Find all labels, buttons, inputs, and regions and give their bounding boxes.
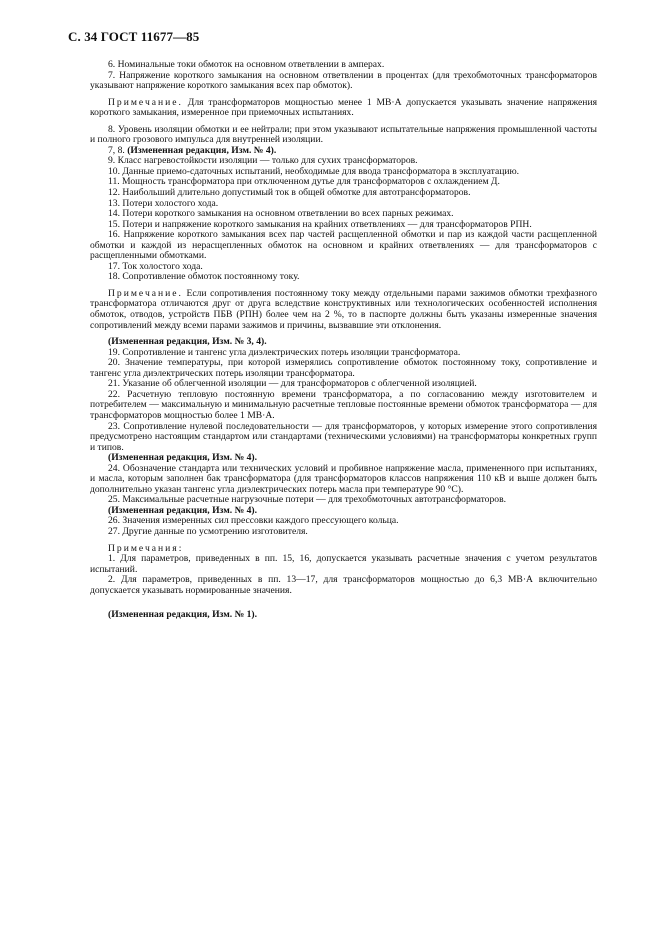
item-23: 23. Сопротивление нулевой последовательности — для трансформаторов, у которых измерение этого сопротивления предусмотрено настоящим стандартом или стандартами (техническими условиями) на трансформаторы конкретных групп и типов.	[90, 420, 597, 453]
note-1-text: Для трансформаторов мощностью менее 1 МВ·А допускается указывать значение напряжения короткого замыкания, измеренное при приемочных испытаниях.	[90, 96, 597, 119]
revision-7-8-text: (Измененная редакция, Изм. № 4).	[124, 144, 277, 156]
item-14: 14. Потери короткого замыкания на основном ответвлении во всех парных режимах.	[108, 208, 454, 220]
revision-4-b: (Измененная редакция, Изм. № 4).	[108, 504, 258, 516]
document-body	[90, 60, 597, 621]
item-17: 17. Ток холостого хода.	[108, 260, 203, 272]
note-2	[90, 289, 597, 331]
item-21: 21. Указание об облегченной изоляции — для трансформаторов с облегченной изоляцией.	[108, 378, 477, 390]
item-18: 18. Сопротивление обмоток постоянному току.	[108, 271, 300, 283]
item-26: 26. Значения измеренных сил прессовки каждого прессующего кольца.	[108, 515, 399, 527]
item-13: 13. Потери холостого хода.	[108, 197, 219, 209]
note-1-label: Примечание.	[108, 96, 183, 108]
item-11: 11. Мощность трансформатора при отключенном дутье для трансформаторов с охлаждением Д.	[108, 176, 500, 188]
item-15: 15. Потери и напряжение короткого замыкания на крайних ответвлениях — для трансформаторов РПН.	[108, 218, 532, 230]
item-16: 16. Напряжение короткого замыкания всех пар частей расщепленной обмотки и пар из каждой части расщепленной обмотки и каждой из нерасщепленных обмоток на основном и крайних ответвлениях — для трансформаторов с расщепленными обмотками.	[90, 229, 597, 262]
item-6: 6. Номинальные токи обмоток на основном ответвлении в амперах.	[108, 59, 385, 70]
item-7: 7. Напряжение короткого замыкания на основном ответвлении в процентах (для трехобмоточных трансформаторов указывают напряжение короткого замыкания всех пар обмоток).	[90, 69, 597, 92]
revision-7-8-prefix: 7, 8.	[108, 144, 125, 156]
item-27: 27. Другие данные по усмотрению изготовителя.	[108, 525, 308, 537]
note-a: 1. Для параметров, приведенных в пп. 15, 16, допускается указывать расчетные значения с учетом результатов испытаний.	[90, 553, 597, 575]
note-1	[90, 98, 597, 119]
item-24: 24. Обозначение стандарта или технических условий и пробивное напряжение масла, примененного при испытаниях, и масла, которым заполнен бак трансформатора (для трансформаторов классов напряжения 110 кВ и выше должен быть дополнительно указан тангенс угла диэлектрических потерь масла при температуре 90 °С).	[90, 462, 597, 495]
revision-3-4: (Измененная редакция, Изм. № 3, 4).	[108, 336, 267, 348]
page-header: С. 34 ГОСТ 11677—85	[68, 29, 200, 44]
notes-label: Примечания:	[108, 542, 184, 554]
item-8: 8. Уровень изоляции обмотки и ее нейтрали; при этом указывают испытательные напряжения промышленной частоты и полного грозового импульса для внутренней изоляции.	[90, 123, 597, 146]
item-25: 25. Максимальные расчетные нагрузочные потери — для трехобмоточных автотрансформаторов.	[108, 494, 507, 506]
note-2-text: Если сопротивления постоянному току между отдельными парами зажимов обмотки трехфазного трансформатора отличаются друг от друга вследствие конструктивных или технологических особенностей исполнения обмоток, отводов, устройств ПБВ (РПН) более чем на 2 %, то в паспорте должны быть указаны измеренные значения сопротивлений между всеми парами зажимов и причины, вызвавшие эти отклонения.	[90, 287, 597, 331]
item-22: 22. Расчетную тепловую постоянную времени трансформатора, а по согласованию между изготовителем и потребителем — максимальную и минимальную расчетные тепловые постоянные времени обмоток трансформатора — для трансформаторов мощностью более 1 МВ·А.	[90, 388, 597, 421]
item-19: 19. Сопротивление и тангенс угла диэлектрических потерь изоляции трансформатора.	[108, 346, 461, 358]
item-12: 12. Наибольший длительно допустимый ток в общей обмотке для автотрансформаторов.	[108, 187, 471, 199]
item-10: 10. Данные приемо-сдаточных испытаний, необходимые для ввода трансформатора в эксплуатацию.	[108, 165, 520, 177]
item-20: 20. Значение температуры, при которой измерялись сопротивление обмоток постоянному току, сопротивление и тангенс угла диэлектрических потерь изоляции трансформатора.	[90, 357, 597, 379]
item-9: 9. Класс нагревостойкости изоляции — только для сухих трансформаторов.	[108, 155, 418, 167]
revision-1: (Измененная редакция, Изм. № 1).	[108, 609, 258, 621]
note-b: 2. Для параметров, приведенных в пп. 13—17, для трансформаторов мощностью до 6,3 МВ·А включительно допускается указывать нормированные значения.	[90, 574, 597, 596]
note-2-label: Примечание.	[108, 287, 183, 299]
revision-4-a: (Измененная редакция, Изм. № 4).	[108, 452, 258, 464]
